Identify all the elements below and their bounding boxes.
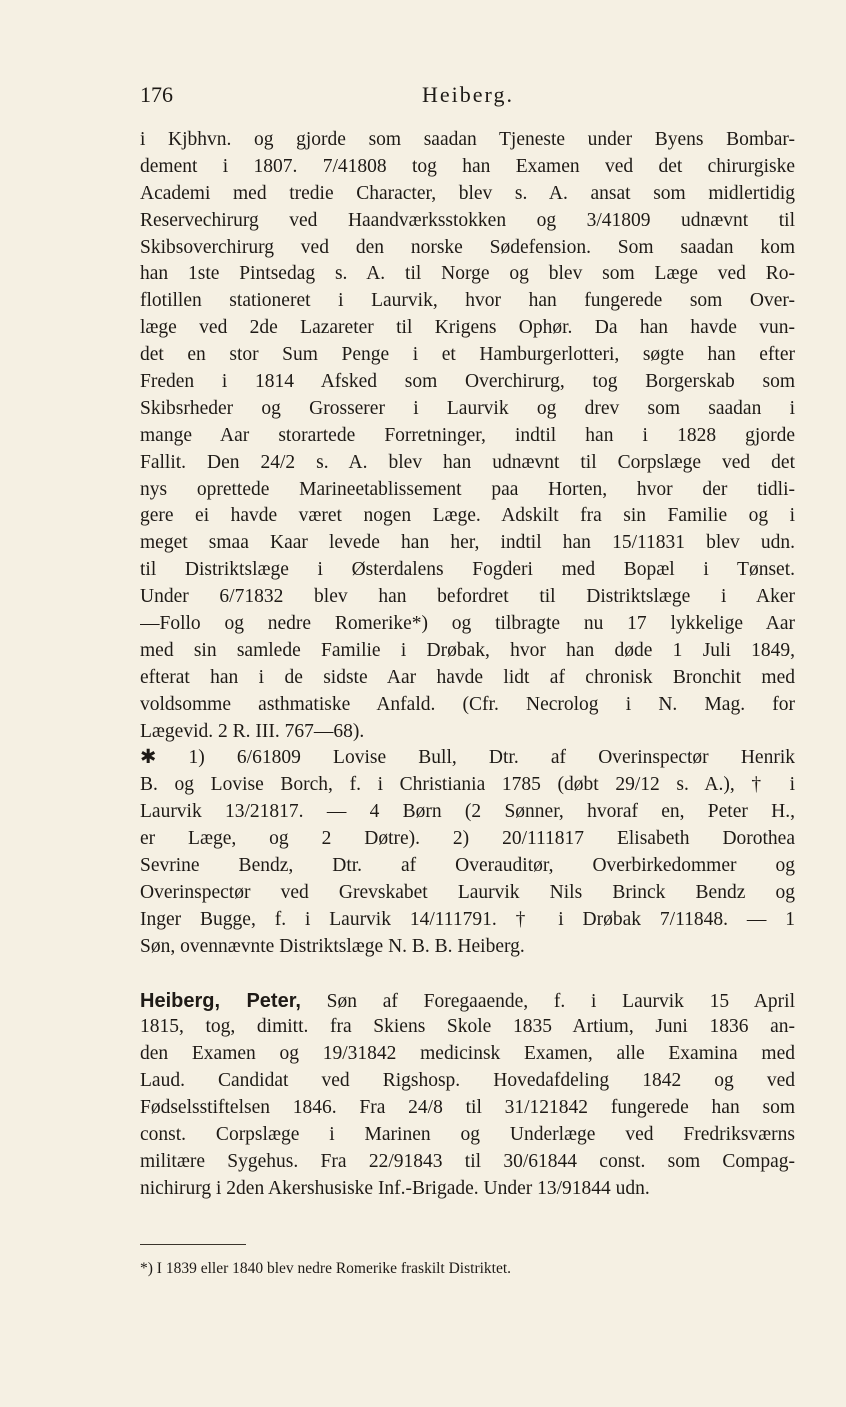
text-line: Under 6/71832 blev han befordret til Distriktslæge i Aker: [140, 586, 795, 608]
text-line: Academi med tredie Character, blev s. A. ansat som midlertidig: [140, 182, 795, 204]
text-line: Heiberg, Peter, Søn af Foregaaende, f. i Laurvik 15 April: [140, 989, 795, 1012]
text-line: Skibsrheder og Grosserer i Laurvik og drev som saadan i: [140, 397, 795, 419]
footnote-divider: [140, 1244, 246, 1245]
text-line: i Kjbhvn. og gjorde som saadan Tjeneste under Byens Bombar-: [140, 129, 795, 150]
footnote: *) I 1839 eller 1840 blev nedre Romerike fraskilt Distriktet.: [140, 1260, 512, 1277]
text-line: Reservechirurg ved Haandværksstokken og 3/41809 udnævnt til: [140, 209, 795, 231]
text-line: Laud. Candidat ved Rigshosp. Hovedafdeling 1842 og ved: [140, 1070, 795, 1092]
paragraph-gap: [140, 961, 795, 988]
text-line: Sevrine Bendz, Dtr. af Overauditør, Overbirkedommer og: [140, 855, 795, 877]
text-line: Fallit. Den 24/2 s. A. blev han udnævnt til Corpslæge ved det: [140, 451, 795, 473]
text-line: nichirurg i 2den Akershusiske Inf.-Brigade. Under 13/91844 udn.: [140, 1177, 650, 1199]
text-line: gere ei havde været nogen Læge. Adskilt fra sin Familie og i: [140, 505, 795, 527]
body-text: [140, 127, 795, 1203]
running-title: Heiberg.: [422, 82, 514, 107]
text-line: den Examen og 19/31842 medicinsk Examen, alle Examina med: [140, 1043, 795, 1065]
text-line: dement i 1807. 7/41808 tog han Examen ved det chirurgiske: [140, 155, 795, 177]
text-line: Lægevid. 2 R. III. 767—68).: [140, 720, 365, 742]
text-line: han 1ste Pintsedag s. A. til Norge og blev som Læge ved Ro-: [140, 263, 795, 285]
text-line: meget smaa Kaar levede han her, indtil han 15/11831 blev udn.: [140, 532, 795, 554]
text-line: læge ved 2de Lazareter til Krigens Ophør. Da han havde vun-: [140, 317, 795, 339]
text-line: nys oprettede Marineetablissement paa Horten, hvor der tidli-: [140, 478, 795, 500]
text-line: Inger Bugge, f. i Laurvik 14/111791. † i Drøbak 7/11848. — 1: [140, 908, 795, 930]
text-line: militære Sygehus. Fra 22/91843 til 30/61844 const. som Compag-: [140, 1150, 795, 1172]
biography-name: Heiberg, Peter,: [140, 989, 301, 1012]
text-line: efterat han i de sidste Aar havde lidt af chronisk Bronchit med: [140, 666, 795, 688]
text-line: Fødselsstiftelsen 1846. Fra 24/8 til 31/121842 fungerede han som: [140, 1097, 795, 1119]
text-line: flotillen stationeret i Laurvik, hvor han fungerede som Over-: [140, 290, 795, 312]
text-line: til Distriktslæge i Østerdalens Fogderi med Bopæl i Tønset.: [140, 559, 795, 581]
text-line: const. Corpslæge i Marinen og Underlæge ved Fredriksværns: [140, 1123, 795, 1145]
text-line: voldsomme asthmatiske Anfald. (Cfr. Necrolog i N. Mag. for: [140, 693, 795, 715]
text-line: Laurvik 13/21817. — 4 Børn (2 Sønner, hvoraf en, Peter H.,: [140, 801, 795, 823]
page-number: 176: [140, 82, 173, 107]
text-line: B. og Lovise Borch, f. i Christiania 1785 (døbt 29/12 s. A.), † i: [140, 774, 795, 796]
text-line: Overinspectør ved Grevskabet Laurvik Nils Brinck Bendz og: [140, 881, 795, 903]
text-line: ✱ 1) 6/61809 Lovise Bull, Dtr. af Overinspectør Henrik: [140, 747, 795, 769]
text-line: mange Aar storartede Forretninger, indtil han i 1828 gjorde: [140, 424, 795, 446]
text-line: Søn, ovennævnte Distriktslæge N. B. B. Heiberg.: [140, 935, 525, 957]
text-line: —Follo og nedre Romerike*) og tilbragte nu 17 lykkelige Aar: [140, 613, 795, 635]
page-header: [140, 82, 795, 118]
text-line: Freden i 1814 Afsked som Overchirurg, tog Borgerskab som: [140, 371, 795, 393]
text-line: det en stor Sum Penge i et Hamburgerlotteri, søgte han efter: [140, 344, 795, 366]
text-line: 1815, tog, dimitt. fra Skiens Skole 1835 Artium, Juni 1836 an-: [140, 1016, 795, 1038]
text-line: Skibsoverchirurg ved den norske Sødefension. Som saadan kom: [140, 236, 795, 258]
text-line: med sin samlede Familie i Drøbak, hvor han døde 1 Juli 1849,: [140, 639, 795, 661]
text-line: er Læge, og 2 Døtre). 2) 20/111817 Elisabeth Dorothea: [140, 828, 795, 850]
